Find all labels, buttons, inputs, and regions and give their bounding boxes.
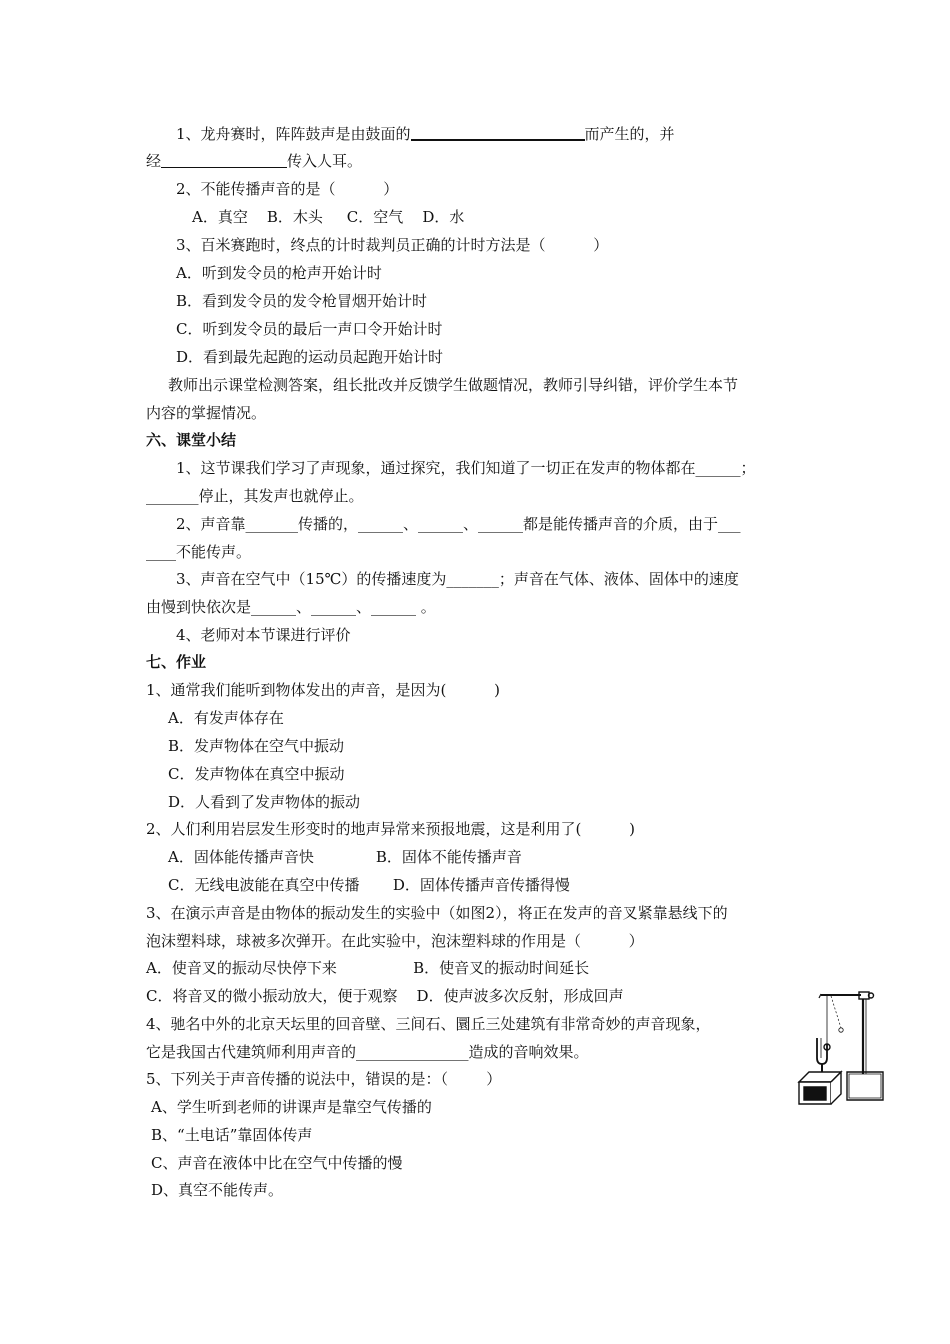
homework-q5-option-d: D、真空不能传声。 [151,1181,284,1199]
homework-q5-option-b: B、“土电话”靠固体传声 [151,1126,313,1144]
homework-q5-option-c: C、声音在液体中比在空气中传播的慢 [151,1154,403,1172]
practice-q3-option-b: B．看到发令员的发令枪冒烟开始计时 [176,292,428,310]
homework-q1-option-a: A．有发声体存在 [168,709,284,727]
homework-q3-cont: 泡沫塑料球，球被多次弹开。在此实验中，泡沫塑料球的作用是（ ） [146,932,644,950]
homework-q1-option-b: B．发声物体在空气中振动 [168,737,345,755]
homework-q1-option-c: C．发声物体在真空中振动 [168,765,345,783]
homework-q4-cont: 它是我国古代建筑师利用声音的_______________造成的音响效果。 [146,1043,589,1061]
homework-q2: 2、人们利用岩层发生形变时的地声异常来预报地震，这是利用了( ) [146,820,635,838]
section-heading-homework: 七、作业 [146,653,207,671]
section-heading-summary: 六、课堂小结 [146,431,237,449]
teacher-note-cont: 内容的掌握情况。 [146,404,267,422]
summary-item-1: 1、这节课我们学习了声现象，通过探究，我们知道了一切正在发声的物体都在______； [176,459,756,477]
homework-q1: 1、通常我们能听到物体发出的声音，是因为( ) [146,681,500,699]
practice-q1-text: 1、龙舟赛时，阵阵鼓声是由鼓面的 [176,125,411,143]
summary-item-1-cont: _______停止，其发声也就停止。 [146,487,364,505]
practice-q3: 3、百米赛跑时，终点的计时裁判员正确的计时方法是（ ） [176,236,609,254]
practice-q1-text-cont: 传入人耳。 [287,152,363,170]
summary-item-4: 4、老师对本节课进行评价 [176,626,351,644]
homework-q5: 5、下列关于声音传播的说法中，错误的是：（ ） [146,1070,502,1088]
practice-q2: 2、不能传播声音的是（ ） [176,180,399,198]
teacher-note: 教师出示课堂检测答案，组长批改并反馈学生做题情况，教师引导纠错，评价学生本节 [168,376,739,394]
summary-item-3-cont: 由慢到快依次是______、______、______ 。 [146,598,436,616]
practice-q1-line2 [146,151,362,171]
practice-q2-options: A．真空 B．木头 C．空气 D．水 [192,208,465,226]
answer-blank[interactable] [411,123,585,141]
practice-q1-text: 经 [146,152,162,170]
practice-q3-option-d: D．看到最先起跑的运动员起跑开始计时 [176,348,444,366]
summary-item-2: 2、声音靠_______传播的，______、______、______都是能传播声音的介质，由于___ [176,515,741,533]
homework-q3-options-ab: A．使音叉的振动尽快停下来 B．使音叉的振动时间延长 [146,959,590,977]
homework-q3-options-cd: C．将音叉的微小振动放大，便于观察 D．使声波多次反射，形成回声 [146,987,624,1005]
practice-q3-option-c: C．听到发令员的最后一声口令开始计时 [176,320,443,338]
homework-q2-options-ab: A．固体能传播声音快 B．固体不能传播声音 [168,848,522,866]
summary-item-2-cont: ____不能传声。 [146,543,252,561]
practice-q3-option-a: A．听到发令员的枪声开始计时 [176,264,382,282]
tuning-fork-experiment-figure [797,986,897,1110]
answer-blank[interactable] [161,151,287,168]
homework-q5-option-a: A、学生听到老师的讲课声是靠空气传播的 [151,1098,432,1116]
summary-item-3: 3、声音在空气中（15℃）的传播速度为_______；声音在气体、液体、固体中的速度 [176,570,739,588]
practice-q1-text-cont: 而产生的，并 [584,125,675,143]
homework-q4: 4、驰名中外的北京天坛里的回音壁、三间石、圜丘三处建筑有非常奇妙的声音现象， [146,1015,711,1033]
practice-q1-line [176,123,675,144]
homework-q1-option-d: D．人看到了发声物体的振动 [168,793,361,811]
homework-q3: 3、在演示声音是由物体的振动发生的实验中（如图2），将正在发声的音叉紧靠悬线下的 [146,904,728,922]
homework-q2-options-cd: C．无线电波能在真空中传播 D．固体传播声音传播得慢 [168,876,570,894]
